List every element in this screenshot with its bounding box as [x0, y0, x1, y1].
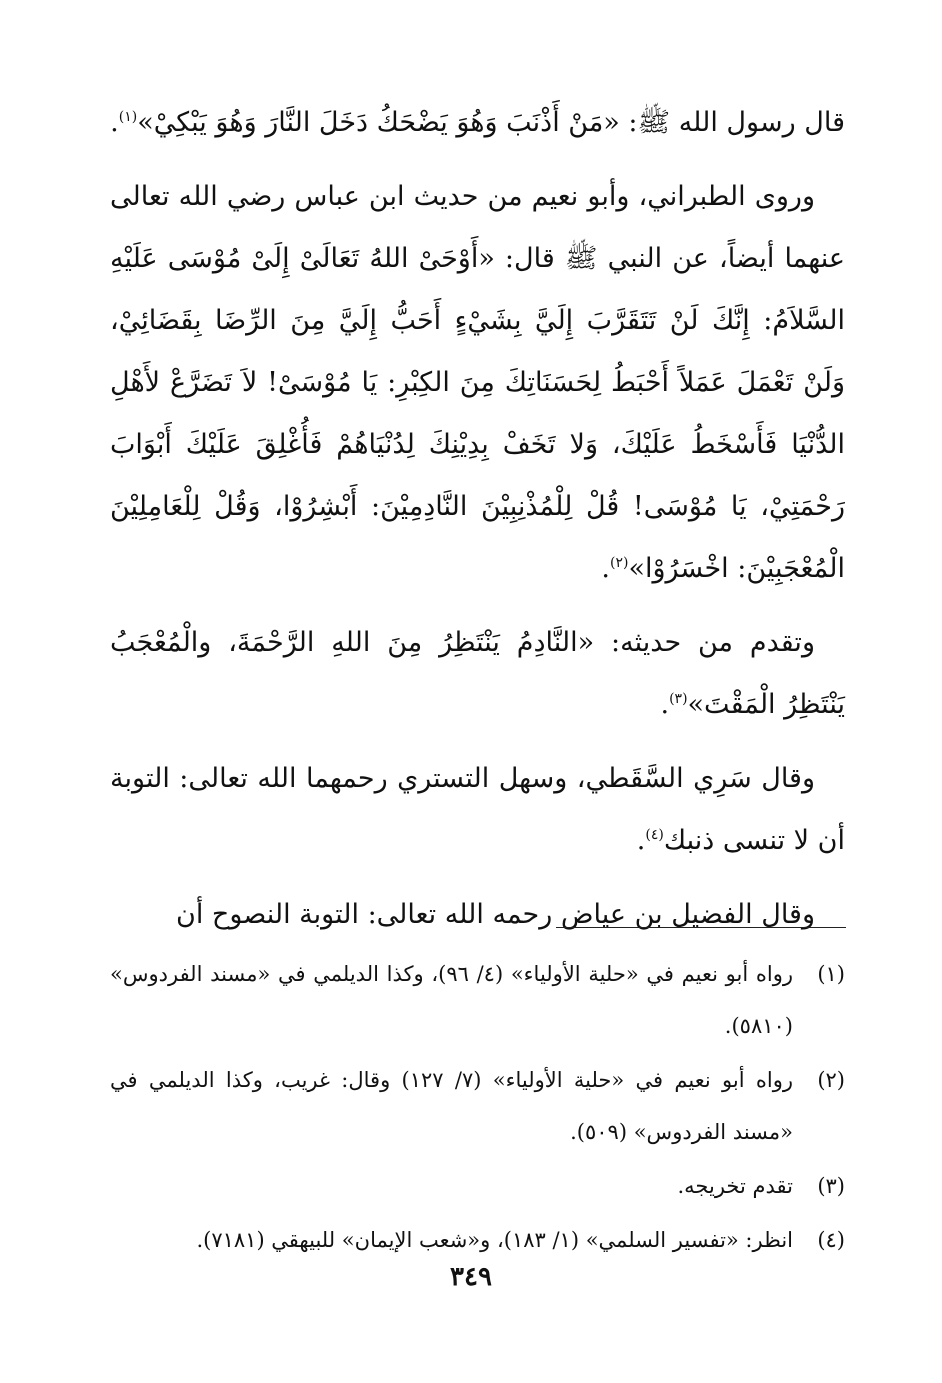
- footnote-ref-1[interactable]: (١): [118, 109, 138, 125]
- footnote-number: (٢): [817, 1068, 845, 1092]
- footnote-ref-2[interactable]: (٢): [609, 555, 629, 571]
- footnote-number: (٤): [817, 1228, 845, 1252]
- footnotes: [110, 948, 845, 1268]
- footnote-1: [110, 948, 845, 1052]
- paragraph-3: وتقدم من حديثه: «النَّادِمُ يَنْتَظِرُ مِنَ اللهِ الرَّحْمَةَ، والْمُعْجَبُ يَنْتَظِرُ الْمَقْتَ»$^{(٣)}$.: [110, 627, 845, 720]
- footnote-ref-3[interactable]: (٣): [669, 691, 688, 707]
- footnote-text: رواه أبو نعيم في «حلية الأولياء» (٤/ ٩٦)، وكذا الديلمي في «مسند الفردوس» (٥٨١٠).: [110, 962, 793, 1038]
- footnote-text: رواه أبو نعيم في «حلية الأولياء» (٧/ ١٢٧) وقال: غريب، وكذا الديلمي في «مسند الفردوس» (٥٠٩).: [110, 1068, 793, 1144]
- paragraph-5: وقال الفضيل بن عياض رحمه الله تعالى: التوبة النصوح أن: [176, 899, 815, 930]
- page-number: ٣٤٩: [450, 1262, 492, 1292]
- paragraph-1: قال رسول الله ﷺ: «مَنْ أَذْنَبَ وَهُوَ يَضْحَكُ دَخَلَ النَّارَ وَهُوَ يَبْكِيْ»$^{(١)}$.: [110, 107, 845, 138]
- footnote-text: انظر: «تفسير السلمي» (١/ ١٨٣)، و«شعب الإيمان» للبيهقي (٧١٨١).: [196, 1228, 793, 1252]
- paragraph-4: وقال سَرِي السَّقَطي، وسهل التستري رحمهما الله تعالى: التوبة أن لا تنسى ذنبك$^{(٤)}$.: [110, 763, 845, 856]
- footnote-2: [110, 1054, 845, 1158]
- footnote-divider: [556, 927, 846, 928]
- footnote-number: (٣): [817, 1174, 845, 1198]
- footnote-ref-4[interactable]: (٤): [645, 827, 664, 843]
- footnote-text: تقدم تخريجه.: [677, 1174, 793, 1198]
- main-text: [110, 92, 845, 958]
- footnote-4: [110, 1214, 845, 1266]
- paragraph-2: وروى الطبراني، وأبو نعيم من حديث ابن عباس رضي الله تعالى عنهما أيضاً، عن النبي ﷺ قال: «أَوْحَىْ اللهُ تَعَالَىْ إِلَىْ مُوْسَى عَلَيْهِ السَّلاَمُ: إِنَّكَ لَنْ تَتَقَرَّبَ إِلَيَّ بِشَيْءٍ أَحَبُّ إِلَيَّ مِنَ الرِّضَا بِقَضَائِيْ، وَلَنْ تَعْمَلَ عَمَلاً أَحْبَطُ لِحَسَنَاتِكَ مِنَ الكِبْرِ: يَا مُوْسَىْ! لاَ تَضَرَّعْ لأَهْلِ الدُّنْيَا فَأَسْخَطُ عَلَيْكَ، وَلا تَخَفْ بِدِيْنِكَ لِدُنْيَاهُمْ فَأُغْلِقَ عَلَيْكَ أَبْوَابَ رَحْمَتِيْ، يَا مُوْسَى! قُلْ لِلْمُذْنِبِيْنَ النَّادِمِيْنَ: أَبْشِرُوْا، وَقُلْ لِلْعَامِلِيْنَ الْمُعْجَبِيْنَ: اخْسَرُوْا»$^{(٢)}$.: [110, 181, 845, 584]
- footnote-3: [110, 1160, 845, 1212]
- footnote-number: (١): [817, 962, 845, 986]
